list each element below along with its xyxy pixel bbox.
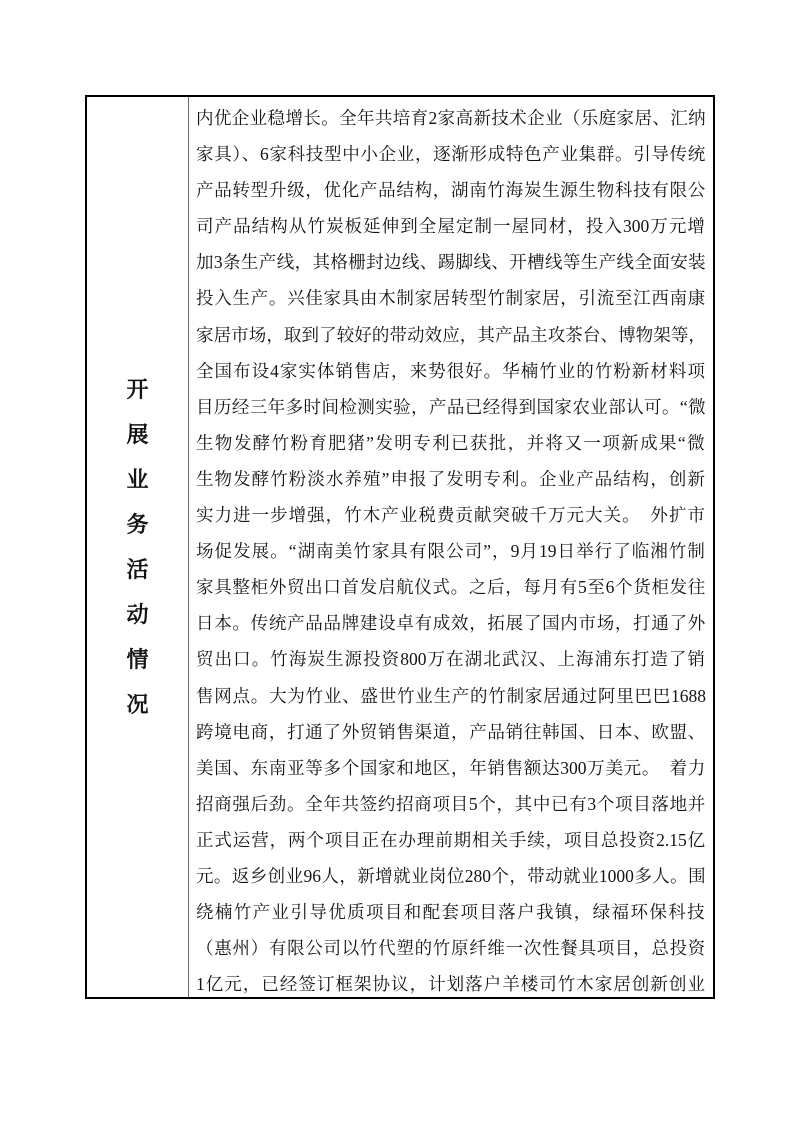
text-line: 跨境电商，打通了外贸销售渠道，产品销往韩国、日本、欧盟、 bbox=[196, 721, 706, 742]
text-line: 产品转型升级，优化产品结构，湖南竹海炭生源生物科技有限公 bbox=[196, 180, 706, 201]
text-line: 司产品结构从竹炭板延伸到全屋定制一屋同材，投入300万元增 bbox=[196, 216, 706, 237]
document-table bbox=[85, 95, 715, 999]
text-line: 1亿元，已经签订框架协议，计划落户羊楼司竹木家居创新创业 bbox=[196, 974, 706, 995]
row-label-char: 活 bbox=[126, 556, 149, 582]
text-line: 家居市场，取到了较好的带动效应，其产品主攻茶台、博物架等， bbox=[196, 324, 706, 345]
row-label-char: 务 bbox=[126, 511, 149, 537]
content-cell bbox=[189, 97, 713, 997]
row-label-cell bbox=[87, 97, 189, 997]
text-line: 场促发展。“湖南美竹家具有限公司”，9月19日举行了临湘竹制 bbox=[196, 541, 706, 562]
text-line: 日本。传统产品品牌建设卓有成效，拓展了国内市场，打通了外 bbox=[196, 613, 706, 634]
text-line: 加3条生产线，其格栅封边线、踢脚线、开槽线等生产线全面安装 bbox=[196, 252, 706, 273]
text-line: 生物发酵竹粉淡水养殖”申报了发明专利。企业产品结构，创新 bbox=[196, 468, 706, 489]
text-line: （惠州）有限公司以竹代塑的竹原纤维一次性餐具项目，总投资 bbox=[196, 938, 706, 959]
text-line: 美国、东南亚等多个国家和地区，年销售额达300万美元。 着力 bbox=[196, 757, 706, 778]
row-label-char: 展 bbox=[126, 421, 149, 447]
text-line: 家具）、6家科技型中小企业，逐渐形成特色产业集群。引导传统 bbox=[196, 144, 706, 165]
text-line: 内优企业稳增长。全年共培育2家高新技术企业（乐庭家居、汇纳 bbox=[196, 108, 706, 128]
text-line: 售网点。大为竹业、盛世竹业生产的竹制家居通过阿里巴巴1688 bbox=[196, 685, 706, 706]
row-label-char: 开 bbox=[126, 376, 149, 402]
text-line: 绕楠竹产业引导优质项目和配套项目落户我镇，绿福环保科技 bbox=[196, 902, 706, 923]
text-line: 实力进一步增强，竹木产业税费贡献突破千万元大关。 外扩市 bbox=[196, 505, 706, 526]
row-label-char: 动 bbox=[126, 601, 149, 627]
text-line: 招商强后劲。全年共签约招商项目5个，其中已有3个项目落地并 bbox=[196, 793, 706, 814]
text-line: 生物发酵竹粉育肥猪”发明专利已获批，并将又一项新成果“微 bbox=[196, 432, 706, 453]
text-line: 元。返乡创业96人，新增就业岗位280个，带动就业1000多人。围 bbox=[196, 865, 706, 886]
text-line: 贸出口。竹海炭生源投资800万在湖北武汉、上海浦东打造了销 bbox=[196, 649, 706, 670]
text-line: 全国布设4家实体销售店，来势很好。华楠竹业的竹粉新材料项 bbox=[196, 360, 706, 381]
row-label-char: 业 bbox=[126, 466, 149, 492]
text-line: 目历经三年多时间检测实验，产品已经得到国家农业部认可。“微 bbox=[196, 396, 706, 417]
text-line: 家具整柜外贸出口首发启航仪式。之后，每月有5至6个货柜发往 bbox=[196, 577, 706, 598]
text-line: 投入生产。兴佳家具由木制家居转型竹制家居，引流至江西南康 bbox=[196, 288, 706, 309]
row-label-char: 况 bbox=[126, 691, 149, 717]
text-line: 正式运营，两个项目正在办理前期相关手续，项目总投资2.15亿 bbox=[196, 829, 706, 850]
row-label-char: 情 bbox=[126, 646, 149, 672]
